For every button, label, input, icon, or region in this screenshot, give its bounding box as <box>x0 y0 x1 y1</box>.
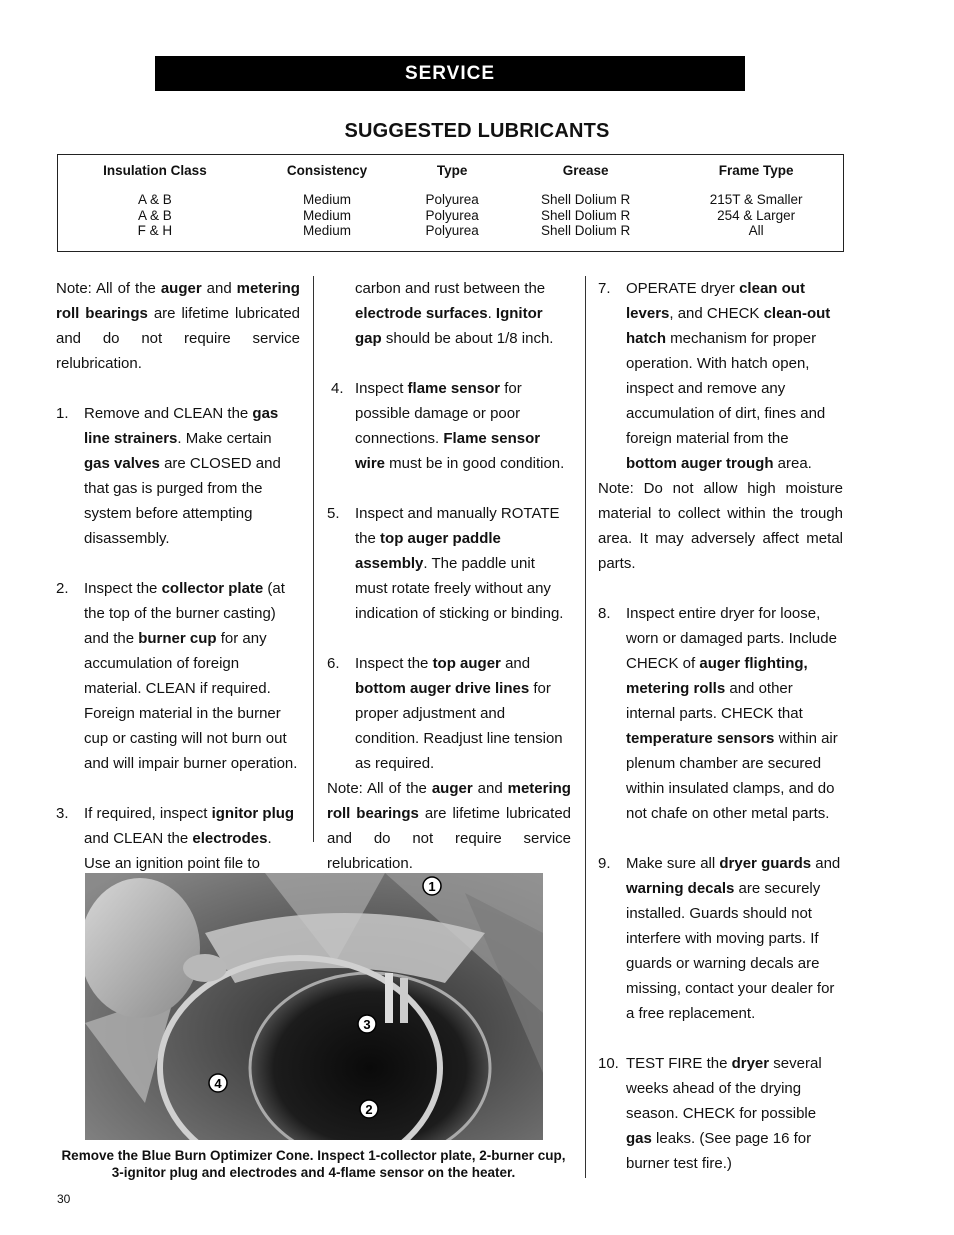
table-cell: Polyurea <box>425 192 479 207</box>
column-header: Grease <box>562 163 609 178</box>
text-column-1 <box>56 276 300 901</box>
step-9: 9. Make sure all dryer guards and warning decals are securely installed. Guards should not interfere with moving parts. If guards or warning decals are missing, contact your dealer for a free replacement. <box>598 855 841 1022</box>
burner-illustration <box>85 873 543 1140</box>
table-cell: A & B <box>138 207 172 223</box>
note-paragraph: Note: Do not allow high moisture material to collect within the trough area. It may adversely affect metal parts. <box>598 480 843 572</box>
column-header: Consistency <box>286 163 368 178</box>
text-column-2 <box>327 276 571 876</box>
table-cell: 215T & Smaller <box>709 192 803 207</box>
table-row <box>58 223 843 239</box>
column-divider <box>313 276 314 842</box>
column-header: Frame Type <box>718 163 794 178</box>
svg-text:1: 1 <box>428 879 436 894</box>
table-cell: F & H <box>137 223 173 238</box>
burner-photo <box>85 873 543 1140</box>
step-6: 6. Inspect the top auger and bottom auger drive lines for proper adjustment and condition. Readjust line tension as required. <box>327 655 563 772</box>
callout-3 <box>358 1015 376 1033</box>
lubricants-table <box>57 154 844 252</box>
table-row <box>58 208 843 224</box>
table-cell: A & B <box>138 192 172 207</box>
callout-1 <box>423 877 441 895</box>
svg-text:3: 3 <box>363 1017 371 1032</box>
table-header-row <box>58 155 843 192</box>
step-10: 10. TEST FIRE the dryer several weeks ahead of the drying season. CHECK for possible gas leaks. (See page 16 for burner test fire.) <box>598 1055 822 1172</box>
step-5: 5. Inspect and manually ROTATE the top auger paddle assembly. The paddle unit must rotate freely without any indication of sticking or binding. <box>327 505 564 622</box>
table-row <box>58 192 843 208</box>
table-cell: Shell Dolium R <box>540 192 631 207</box>
table-cell: Medium <box>303 223 352 238</box>
step-4: 4. Inspect flame sensor for possible damage or poor connections. Flame sensor wire must be in good condition. <box>331 380 565 472</box>
table-cell: Medium <box>303 207 352 223</box>
photo-caption: Remove the Blue Burn Optimizer Cone. Inspect 1-collector plate, 2-burner cup, 3-ignitor plug and electrodes and 4-flame sensor on the heater. <box>61 1148 566 1180</box>
note-paragraph: Note: All of the auger and metering roll bearings are lifetime lubricated and do not require service relubrication. <box>56 280 301 372</box>
column-divider <box>585 276 586 1178</box>
page-number: 30 <box>57 1192 71 1206</box>
step-1: 1. Remove and CLEAN the gas line strainers. Make certain gas valves are CLOSED and that gas is purged from the system before attempting disassembly. <box>56 405 281 547</box>
column-header: Type <box>436 163 468 178</box>
callout-4 <box>209 1074 227 1092</box>
note-paragraph: Note: All of the auger and metering roll bearings are lifetime lubricated and do not require service relubrication. <box>327 780 572 872</box>
step-8: 8. Inspect entire dryer for loose, worn or damaged parts. Include CHECK of auger flighting, metering rolls and other internal parts. CHECK that temperature sensors within air plenum chamber are secured within insulated clamps, and do not chafe on other metal parts. <box>598 605 838 822</box>
step-3-continued: carbon and rust between the electrode surfaces. Ignitor gap should be about 1/8 inch. <box>355 280 554 347</box>
table-cell: Shell Dolium R <box>540 223 631 238</box>
section-banner: SERVICE <box>155 56 745 91</box>
table-cell: Shell Dolium R <box>540 207 631 223</box>
column-header: Insulation Class <box>103 163 207 178</box>
step-7: 7. OPERATE dryer clean out levers, and CHECK clean-out hatch mechanism for proper operation. With hatch open, inspect and remove any accumulation of dirt, fines and foreign material from the bottom auger trough area. <box>598 280 831 472</box>
table-cell: Medium <box>303 192 352 207</box>
table-cell: 254 & Larger <box>717 207 796 223</box>
table-cell: Polyurea <box>425 223 479 238</box>
step-3: 3. If required, inspect ignitor plug and CLEAN the electrodes. Use an ignition point file to <box>56 805 295 872</box>
step-2: 2. Inspect the collector plate (at the top of the burner casting) and the burner cup for any accumulation of foreign material. CLEAN if required. Foreign material in the burner cup or casting will not burn out and will impair burner operation. <box>56 580 298 772</box>
page-title: SUGGESTED LUBRICANTS <box>344 120 610 142</box>
svg-text:2: 2 <box>365 1102 373 1117</box>
table-cell: Polyurea <box>425 207 479 223</box>
callout-2 <box>360 1100 378 1118</box>
table-cell: All <box>748 223 764 238</box>
text-column-3 <box>598 276 843 1176</box>
svg-text:4: 4 <box>214 1076 222 1091</box>
